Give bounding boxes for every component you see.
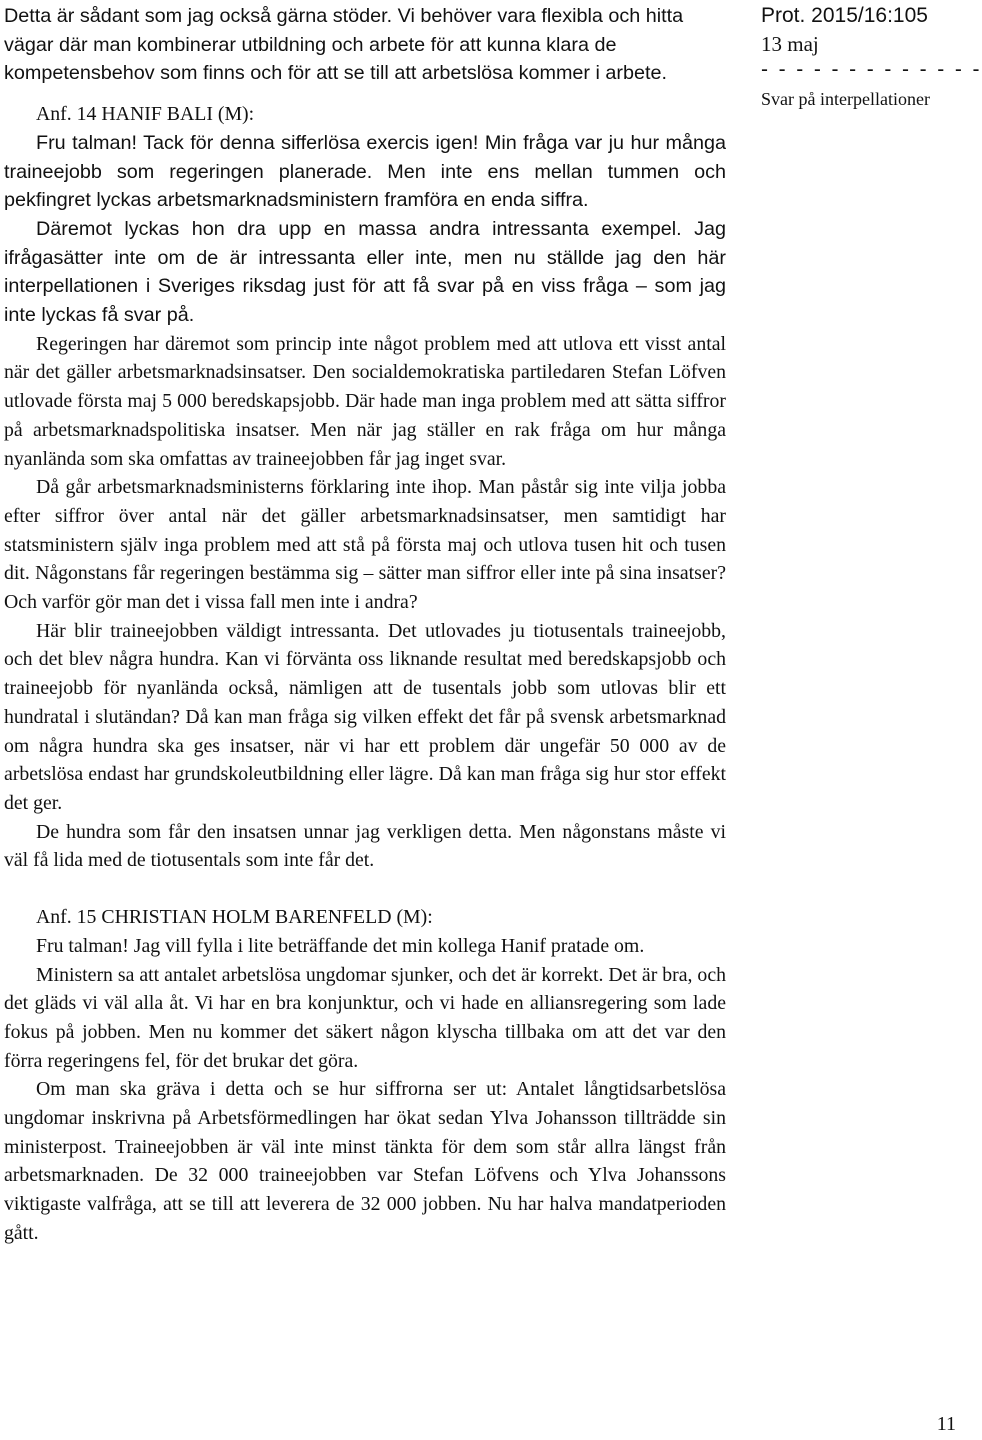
- spacer: [4, 875, 726, 903]
- speech14-paragraph-2: Däremot lyckas hon dra upp en massa andra intressanta exempel. Jag ifrågasätter inte om de är intressanta eller inte, men nu ställde jag den här interpellationen i Sveriges riksdag just för att få svar på en viss fråga – som jag inte lyckas få svar på.: [4, 217, 726, 327]
- speech15-paragraph-2: Ministern sa att antalet arbetslösa ungdomar sjunker, och det är korrekt. Det är bra, och det gläds vi väl alla åt. Vi har en bra konjunktur, och vi hade en alliansregering som lade fokus på jobben. Men nu kommer det säkert någon klyscha tillbaka om att det var den förra regeringens fel, för det brukar det göra.: [4, 963, 726, 1072]
- speaker-heading-15: Anf. 15 CHRISTIAN HOLM BARENFELD (M):: [36, 906, 433, 929]
- margin-dashed-rule: - - - - - - - - - - - - -: [761, 58, 982, 81]
- speech14-paragraph-6: De hundra som får den insatsen unnar jag verkligen detta. Men någonstans måste vi väl få lida med de tiotusentals som inte får det.: [4, 820, 726, 872]
- speaker-heading-14: Anf. 14 HANIF BALI (M):: [36, 103, 255, 126]
- main-text-column: [4, 2, 726, 1248]
- speech14-paragraph-4: Då går arbetsmarknadsministerns förklaring inte ihop. Man påstår sig inte vilja jobba efter siffror över antal när det gäller arbetsmarknadsinsatser, men samtidigt har statsministern själv inga problem med att stå på första maj och utlova tusen hit och tusen dit. Någonstans får regeringen bestämma sig – sätter man siffror eller inte på sina insatser? Och varför gör man det i vissa fall men inte i andra?: [4, 476, 726, 614]
- speech15-paragraph-3: Om man ska gräva i detta och se hur siffrorna ser ut: Antalet långtidsarbetslösa ungdomar inskrivna på Arbetsförmedlingen har ökat sedan Ylva Johansson tillträdde sin ministerpost. Traineejobben är väl inte minst tänkta för dem som står allra längst från arbetsmarknaden. De 32 000 traineejobben var Stefan Löfvens och Ylva Johanssons viktigaste valfråga, att se till att leverera de 32 000 jobben. Nu har halva mandatperioden gått.: [4, 1078, 726, 1244]
- speech14-paragraph-5: Här blir traineejobben väldigt intressanta. Det utlovades ju tiotusentals traineejobb, och det blev några hundra. Kan vi förvänta oss liknande resultat med beredskapsjobb och traineejobb för nyanlända också, nämligen att de tusentals jobb som utlovas blir ett hundratal i slutändan? Då kan man fråga sig vilken effekt det får på svensk arbetsmarknad om några hundra ska ges insatser, när vi har ett problem där ungefär 50 000 av de arbetslösa endast har grundskoleutbildning eller lägre. Då kan man fråga sig hur stor effekt det ger.: [4, 619, 726, 814]
- speech14-paragraph-3: Regeringen har däremot som princip inte något problem med att utlova ett visst antal när det gäller arbetsmarknadsinsatser. Den socialdemokratiska partiledaren Stefan Löfven utlovade första maj 5 000 beredskapsjobb. Där hade man inga problem med att sätta siffror på arbetsmarknadspolitiska insatser. Men när jag ställer en rak fråga om hur många nyanlända som ska omfattas av traineejobben får jag inget svar.: [4, 332, 726, 470]
- intro-paragraph: Detta är sådant som jag också gärna stöder. Vi behöver vara flexibla och hitta vägar där man kombinerar utbildning och arbete för att kunna klara de kompetensbehov som finns och för att se till att arbetslösa kommer i arbete.: [4, 5, 684, 85]
- speech15-paragraph-1: Fru talman! Jag vill fylla i lite beträffande det min kollega Hanif pratade om.: [36, 934, 645, 957]
- speech14-paragraph-1: Fru talman! Tack för denna sifferlösa exercis igen! Min fråga var ju hur många traineejobb som regeringen planerade. Men inte ens mellan tummen och pekfingret lyckas arbetsmarknadsministern framföra en enda siffra.: [4, 131, 726, 212]
- protocol-date: 13 maj: [761, 32, 819, 56]
- spacer: [4, 88, 726, 100]
- page-number: 11: [936, 1413, 956, 1435]
- margin-column: [761, 2, 982, 113]
- section-label: Svar på interpellationer: [761, 89, 930, 109]
- protocol-number: Prot. 2015/16:105: [761, 4, 928, 27]
